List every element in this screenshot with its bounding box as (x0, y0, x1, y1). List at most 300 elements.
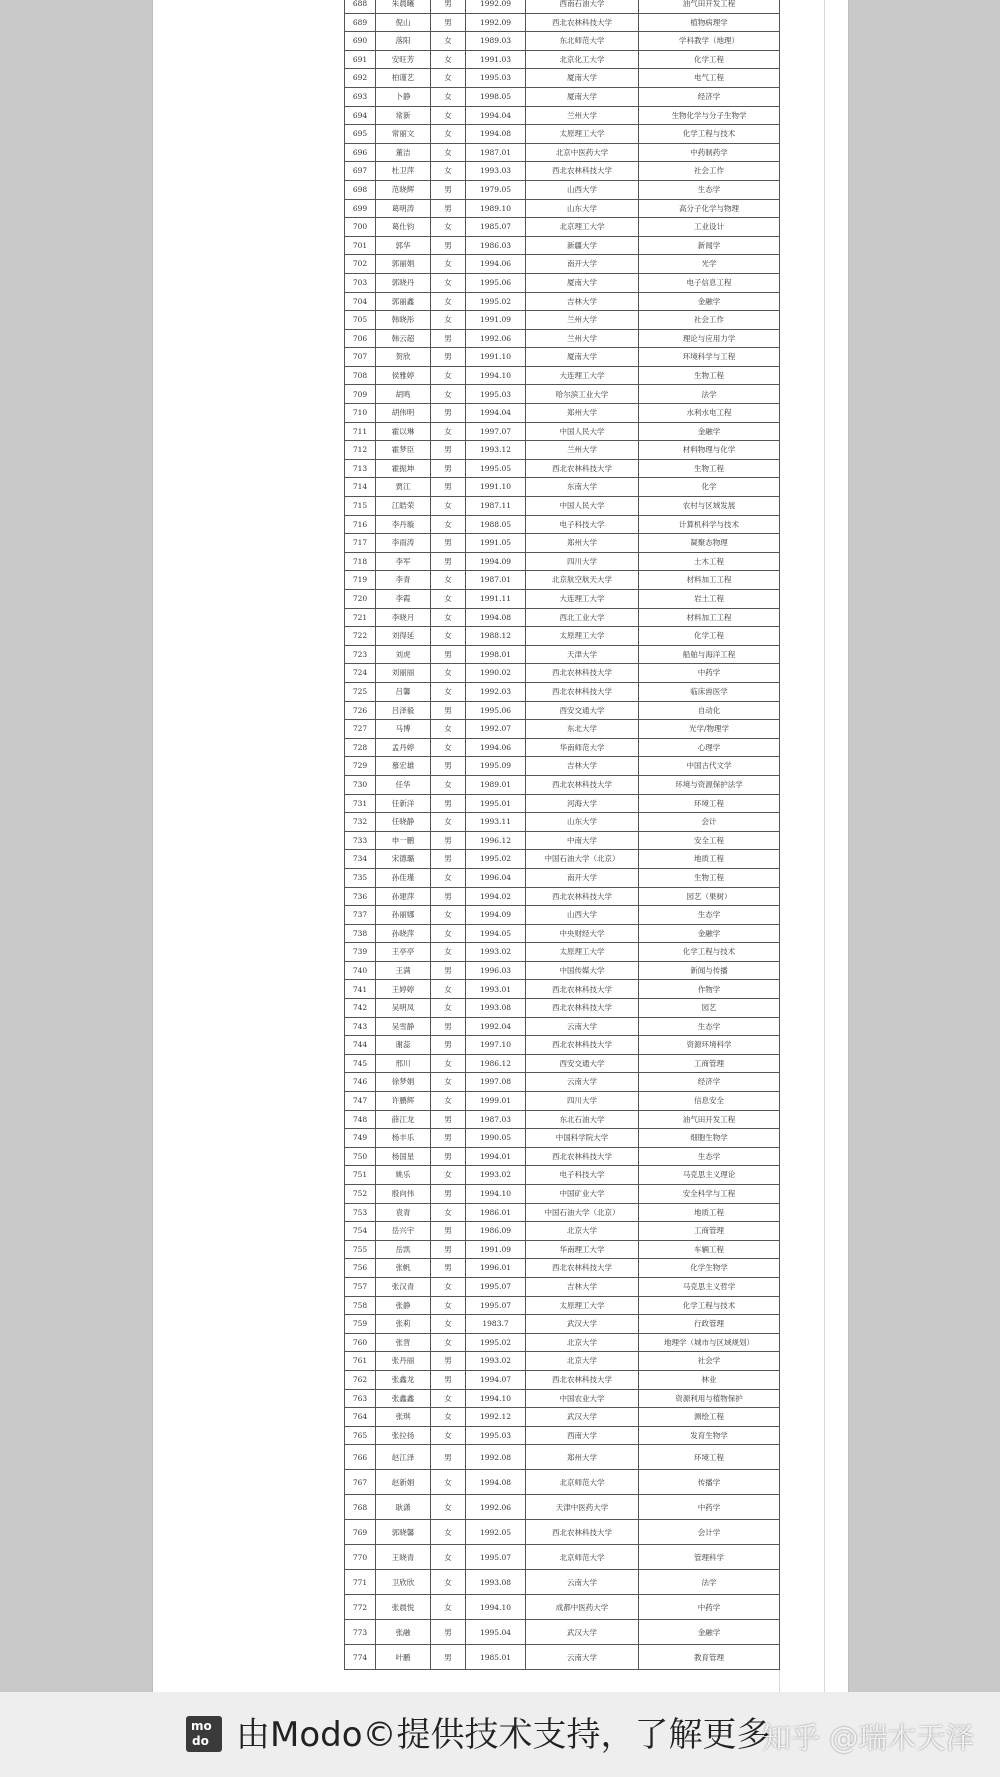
table-row (345, 627, 780, 646)
cell-number: 745 (345, 1054, 376, 1073)
cell-university: 东北师范大学 (526, 32, 639, 51)
cell-gender: 男 (431, 478, 466, 497)
cell-university: 吉林大学 (526, 292, 639, 311)
cell-university: 中国石油大学（北京） (526, 1203, 639, 1222)
cell-university: 华南理工大学 (526, 1240, 639, 1259)
cell-university: 西北农林科技大学 (526, 1259, 639, 1278)
cell-name: 董洁 (376, 143, 431, 162)
cell-name: 朱晨曦 (376, 0, 431, 13)
table-row (345, 218, 780, 237)
table-row (345, 1370, 780, 1389)
cell-major: 地理学（城市与区域规划） (639, 1333, 780, 1352)
cell-birth: 1995.03 (466, 1426, 526, 1445)
cell-birth: 1995.03 (466, 385, 526, 404)
table-row (345, 422, 780, 441)
cell-gender: 男 (431, 329, 466, 348)
cell-birth: 1993.08 (466, 999, 526, 1018)
cell-university: 西北农林科技大学 (526, 13, 639, 32)
cell-major: 中药学 (639, 1595, 780, 1620)
cell-birth: 1993.03 (466, 162, 526, 181)
cell-number: 716 (345, 515, 376, 534)
cell-university: 武汉大学 (526, 1315, 639, 1334)
cell-birth: 1991.09 (466, 311, 526, 330)
cell-name: 张鑫鑫 (376, 1389, 431, 1408)
cell-university: 河海大学 (526, 794, 639, 813)
cell-gender: 男 (431, 441, 466, 460)
cell-gender: 女 (431, 497, 466, 516)
table-row (345, 125, 780, 144)
cell-university: 四川大学 (526, 552, 639, 571)
cell-university: 西北农林科技大学 (526, 980, 639, 999)
table-row (345, 366, 780, 385)
cell-university: 西北农林科技大学 (526, 1036, 639, 1055)
cell-university: 吉林大学 (526, 757, 639, 776)
cell-number: 732 (345, 813, 376, 832)
cell-major: 生态学 (639, 180, 780, 199)
table-row (345, 50, 780, 69)
cell-gender: 女 (431, 627, 466, 646)
cell-gender: 女 (431, 608, 466, 627)
cell-name: 江皓荣 (376, 497, 431, 516)
cell-number: 752 (345, 1185, 376, 1204)
cell-birth: 1999.01 (466, 1092, 526, 1111)
cell-gender: 女 (431, 1470, 466, 1495)
table-row (345, 348, 780, 367)
cell-number: 733 (345, 831, 376, 850)
cell-gender: 男 (431, 236, 466, 255)
cell-university: 西北农林科技大学 (526, 664, 639, 683)
cell-major: 工商管理 (639, 1054, 780, 1073)
cell-number: 753 (345, 1203, 376, 1222)
table-row (345, 1092, 780, 1111)
cell-major: 地质工程 (639, 850, 780, 869)
cell-major: 园艺 (639, 999, 780, 1018)
cell-number: 711 (345, 422, 376, 441)
cell-major: 临床兽医学 (639, 682, 780, 701)
cell-name: 邢川 (376, 1054, 431, 1073)
cell-number: 759 (345, 1315, 376, 1334)
cell-name: 赵新娟 (376, 1470, 431, 1495)
cell-major: 化学工程与技术 (639, 125, 780, 144)
cell-number: 744 (345, 1036, 376, 1055)
cell-major: 材料加工工程 (639, 608, 780, 627)
table-row (345, 87, 780, 106)
table-row (345, 924, 780, 943)
cell-birth: 1995.02 (466, 292, 526, 311)
cell-birth: 1985.01 (466, 1645, 526, 1670)
table-row (345, 273, 780, 292)
cell-birth: 1990.02 (466, 664, 526, 683)
cell-number: 702 (345, 255, 376, 274)
cell-name: 王婷婷 (376, 980, 431, 999)
cell-gender: 女 (431, 1054, 466, 1073)
cell-gender: 女 (431, 1426, 466, 1445)
cell-university: 太原理工大学 (526, 1296, 639, 1315)
cell-name: 耿潇 (376, 1495, 431, 1520)
cell-major: 社会工作 (639, 162, 780, 181)
cell-name: 霍振坤 (376, 459, 431, 478)
cell-birth: 1989.01 (466, 775, 526, 794)
cell-major: 高分子化学与物理 (639, 199, 780, 218)
cell-major: 园艺（果树） (639, 887, 780, 906)
cell-name: 马博 (376, 720, 431, 739)
cell-number: 749 (345, 1129, 376, 1148)
cell-university: 北京大学 (526, 1352, 639, 1371)
cell-number: 737 (345, 906, 376, 925)
cell-university: 云南大学 (526, 1645, 639, 1670)
cell-gender: 女 (431, 1570, 466, 1595)
table-row (345, 515, 780, 534)
cell-name: 李丹璇 (376, 515, 431, 534)
cell-gender: 女 (431, 69, 466, 88)
cell-birth: 1986.09 (466, 1222, 526, 1241)
cell-major: 计算机科学与技术 (639, 515, 780, 534)
table-row (345, 106, 780, 125)
cell-number: 713 (345, 459, 376, 478)
cell-birth: 1992.05 (466, 1520, 526, 1545)
cell-major: 测绘工程 (639, 1408, 780, 1427)
cell-birth: 1991.05 (466, 534, 526, 553)
table-row (345, 1645, 780, 1670)
table-row (345, 1240, 780, 1259)
cell-birth: 1996.04 (466, 868, 526, 887)
cell-birth: 1995.05 (466, 459, 526, 478)
cell-number: 708 (345, 366, 376, 385)
table-row (345, 831, 780, 850)
cell-number: 730 (345, 775, 376, 794)
cell-name: 常丽文 (376, 125, 431, 144)
table-row (345, 162, 780, 181)
cell-number: 754 (345, 1222, 376, 1241)
cell-birth: 1992.09 (466, 13, 526, 32)
table-row (345, 645, 780, 664)
cell-number: 758 (345, 1296, 376, 1315)
cell-university: 天津中医药大学 (526, 1495, 639, 1520)
cell-major: 光学/物理学 (639, 720, 780, 739)
cell-university: 太原理工大学 (526, 943, 639, 962)
table-row (345, 1620, 780, 1645)
cell-birth: 1991.11 (466, 590, 526, 609)
cell-birth: 1986.01 (466, 1203, 526, 1222)
cell-university: 西北农林科技大学 (526, 1147, 639, 1166)
cell-major: 材料物理与化学 (639, 441, 780, 460)
cell-name: 霍梦臣 (376, 441, 431, 460)
cell-birth: 1994.08 (466, 1470, 526, 1495)
cell-name: 李晓月 (376, 608, 431, 627)
cell-major: 会计 (639, 813, 780, 832)
table-row (345, 980, 780, 999)
table-row (345, 497, 780, 516)
table-row (345, 552, 780, 571)
cell-gender: 女 (431, 980, 466, 999)
cell-major: 新闻学 (639, 236, 780, 255)
cell-name: 张静 (376, 1296, 431, 1315)
cell-gender: 男 (431, 552, 466, 571)
cell-university: 四川大学 (526, 1092, 639, 1111)
cell-birth: 1992.08 (466, 1445, 526, 1470)
cell-name: 张莉 (376, 1315, 431, 1334)
cell-name: 徐梦娟 (376, 1073, 431, 1092)
cell-name: 孙丽娜 (376, 906, 431, 925)
cell-birth: 1997.07 (466, 422, 526, 441)
cell-number: 771 (345, 1570, 376, 1595)
cell-university: 厦南大学 (526, 87, 639, 106)
table-row (345, 868, 780, 887)
cell-major: 资源利用与植物保护 (639, 1389, 780, 1408)
cell-birth: 1995.06 (466, 273, 526, 292)
cell-number: 691 (345, 50, 376, 69)
cell-major: 中药学 (639, 664, 780, 683)
cell-gender: 女 (431, 571, 466, 590)
cell-number: 694 (345, 106, 376, 125)
cell-university: 电子科技大学 (526, 1166, 639, 1185)
cell-major: 生物工程 (639, 868, 780, 887)
table-row (345, 775, 780, 794)
cell-gender: 男 (431, 1259, 466, 1278)
cell-major: 油气田开发工程 (639, 0, 780, 13)
table-row (345, 1110, 780, 1129)
cell-birth: 1987.11 (466, 497, 526, 516)
cell-birth: 1990.05 (466, 1129, 526, 1148)
cell-name: 许鹏辉 (376, 1092, 431, 1111)
table-row (345, 1445, 780, 1470)
cell-number: 709 (345, 385, 376, 404)
cell-name: 岳兴宇 (376, 1222, 431, 1241)
cell-major: 发育生物学 (639, 1426, 780, 1445)
cell-major: 土木工程 (639, 552, 780, 571)
cell-university: 西北农林科技大学 (526, 1370, 639, 1389)
cell-gender: 男 (431, 1129, 466, 1148)
cell-university: 天津大学 (526, 645, 639, 664)
table-row (345, 1315, 780, 1334)
cell-university: 中国传媒大学 (526, 961, 639, 980)
cell-birth: 1994.04 (466, 106, 526, 125)
cell-number: 765 (345, 1426, 376, 1445)
cell-birth: 1996.03 (466, 961, 526, 980)
cell-university: 北京航空航天大学 (526, 571, 639, 590)
cell-name: 刘虎 (376, 645, 431, 664)
table-row (345, 311, 780, 330)
cell-major: 安全科学与工程 (639, 1185, 780, 1204)
cell-university: 太原理工大学 (526, 627, 639, 646)
cell-number: 703 (345, 273, 376, 292)
cell-major: 船舶与海洋工程 (639, 645, 780, 664)
cell-birth: 1992.03 (466, 682, 526, 701)
cell-name: 赵江泽 (376, 1445, 431, 1470)
cell-number: 727 (345, 720, 376, 739)
cell-number: 706 (345, 329, 376, 348)
cell-number: 738 (345, 924, 376, 943)
cell-name: 李青 (376, 571, 431, 590)
cell-gender: 女 (431, 162, 466, 181)
cell-birth: 1994.08 (466, 125, 526, 144)
cell-major: 细胞生物学 (639, 1129, 780, 1148)
cell-number: 757 (345, 1277, 376, 1296)
cell-number: 693 (345, 87, 376, 106)
table-row (345, 1408, 780, 1427)
cell-number: 690 (345, 32, 376, 51)
cell-gender: 男 (431, 757, 466, 776)
cell-birth: 1995.04 (466, 1620, 526, 1645)
table-row (345, 1495, 780, 1520)
table-row (345, 608, 780, 627)
cell-birth: 1989.03 (466, 32, 526, 51)
cell-university: 北京化工大学 (526, 50, 639, 69)
table-row (345, 1203, 780, 1222)
cell-gender: 女 (431, 1408, 466, 1427)
cell-birth: 1997.10 (466, 1036, 526, 1055)
cell-name: 王晓青 (376, 1545, 431, 1570)
cell-gender: 男 (431, 13, 466, 32)
cell-name: 郭丽鑫 (376, 292, 431, 311)
cell-major: 生态学 (639, 1147, 780, 1166)
cell-name: 吴雪静 (376, 1017, 431, 1036)
cell-number: 761 (345, 1352, 376, 1371)
cell-number: 707 (345, 348, 376, 367)
table-row (345, 143, 780, 162)
cell-major: 环境与资源保护法学 (639, 775, 780, 794)
cell-name: 杨丰乐 (376, 1129, 431, 1148)
cell-birth: 1997.08 (466, 1073, 526, 1092)
cell-major: 学科教学（地理） (639, 32, 780, 51)
cell-gender: 女 (431, 106, 466, 125)
cell-birth: 1994.10 (466, 366, 526, 385)
table-row (345, 69, 780, 88)
cell-university: 武汉大学 (526, 1408, 639, 1427)
cell-birth: 1994.10 (466, 1595, 526, 1620)
cell-birth: 1994.06 (466, 255, 526, 274)
table-row (345, 757, 780, 776)
cell-university: 中国人民大学 (526, 422, 639, 441)
cell-university: 北京师范大学 (526, 1470, 639, 1495)
cell-gender: 女 (431, 273, 466, 292)
cell-birth: 1994.08 (466, 608, 526, 627)
cell-birth: 1987.01 (466, 571, 526, 590)
cell-birth: 1987.03 (466, 1110, 526, 1129)
table-row (345, 1570, 780, 1595)
cell-major: 安全工程 (639, 831, 780, 850)
cell-birth: 1988.12 (466, 627, 526, 646)
cell-number: 725 (345, 682, 376, 701)
cell-name: 卜静 (376, 87, 431, 106)
cell-number: 773 (345, 1620, 376, 1645)
cell-gender: 男 (431, 1645, 466, 1670)
cell-number: 697 (345, 162, 376, 181)
cell-major: 材料加工工程 (639, 571, 780, 590)
document-page (152, 0, 849, 1692)
cell-major: 地质工程 (639, 1203, 780, 1222)
cell-birth: 1994.10 (466, 1185, 526, 1204)
cell-major: 化学工程 (639, 627, 780, 646)
cell-gender: 女 (431, 1166, 466, 1185)
cell-name: 殷向伟 (376, 1185, 431, 1204)
table-row (345, 961, 780, 980)
table-row (345, 236, 780, 255)
table-row (345, 1017, 780, 1036)
cell-name: 刘丽丽 (376, 664, 431, 683)
cell-name: 王满 (376, 961, 431, 980)
cell-major: 法学 (639, 385, 780, 404)
cell-birth: 1994.09 (466, 552, 526, 571)
cell-university: 西北农林科技大学 (526, 887, 639, 906)
cell-name: 薛江龙 (376, 1110, 431, 1129)
cell-gender: 男 (431, 1445, 466, 1470)
cell-number: 741 (345, 980, 376, 999)
cell-university: 西北农林科技大学 (526, 1520, 639, 1545)
cell-gender: 女 (431, 1277, 466, 1296)
cell-major: 油气田开发工程 (639, 1110, 780, 1129)
cell-name: 郭晓丹 (376, 273, 431, 292)
cell-name: 郭华 (376, 236, 431, 255)
cell-gender: 男 (431, 0, 466, 13)
cell-name: 申一鹏 (376, 831, 431, 850)
cell-number: 751 (345, 1166, 376, 1185)
cell-major: 经济学 (639, 1073, 780, 1092)
cell-gender: 女 (431, 1092, 466, 1111)
table-row (345, 1520, 780, 1545)
cell-gender: 男 (431, 199, 466, 218)
cell-university: 西北农林科技大学 (526, 459, 639, 478)
cell-birth: 1994.01 (466, 1147, 526, 1166)
cell-gender: 女 (431, 868, 466, 887)
table-row (345, 1545, 780, 1570)
footer-text[interactable]: 由Modo©提供技术支持，了解更多 (236, 1715, 771, 1755)
cell-birth: 1998.05 (466, 87, 526, 106)
cell-number: 731 (345, 794, 376, 813)
cell-major: 金融学 (639, 422, 780, 441)
cell-university: 哈尔滨工业大学 (526, 385, 639, 404)
cell-gender: 女 (431, 813, 466, 832)
cell-major: 车辆工程 (639, 1240, 780, 1259)
cell-major: 中药学 (639, 1495, 780, 1520)
cell-name: 张帆 (376, 1259, 431, 1278)
cell-gender: 女 (431, 738, 466, 757)
cell-name: 贺欣 (376, 348, 431, 367)
cell-major: 新闻与传播 (639, 961, 780, 980)
table-row (345, 1166, 780, 1185)
cell-gender: 女 (431, 906, 466, 925)
cell-name: 卫欣欣 (376, 1570, 431, 1595)
cell-university: 武汉大学 (526, 1620, 639, 1645)
cell-gender: 男 (431, 534, 466, 553)
cell-number: 701 (345, 236, 376, 255)
cell-name: 郭晓馨 (376, 1520, 431, 1545)
cell-number: 750 (345, 1147, 376, 1166)
cell-birth: 1979.05 (466, 180, 526, 199)
cell-number: 692 (345, 69, 376, 88)
table-row (345, 813, 780, 832)
cell-university: 厦南大学 (526, 69, 639, 88)
table-row (345, 329, 780, 348)
cell-name: 胡鸣 (376, 385, 431, 404)
cell-name: 常新 (376, 106, 431, 125)
cell-name: 孙建萍 (376, 887, 431, 906)
cell-birth: 1987.01 (466, 143, 526, 162)
cell-birth: 1992.07 (466, 720, 526, 739)
cell-gender: 男 (431, 887, 466, 906)
cell-birth: 1992.06 (466, 1495, 526, 1520)
cell-gender: 女 (431, 515, 466, 534)
cell-gender: 男 (431, 1370, 466, 1389)
cell-name: 岳凯 (376, 1240, 431, 1259)
cell-birth: 1995.07 (466, 1545, 526, 1570)
cell-name: 孟丹婷 (376, 738, 431, 757)
cell-gender: 男 (431, 701, 466, 720)
cell-major: 金融学 (639, 924, 780, 943)
cell-gender: 男 (431, 961, 466, 980)
roster-table (344, 0, 780, 1670)
cell-gender: 男 (431, 1352, 466, 1371)
